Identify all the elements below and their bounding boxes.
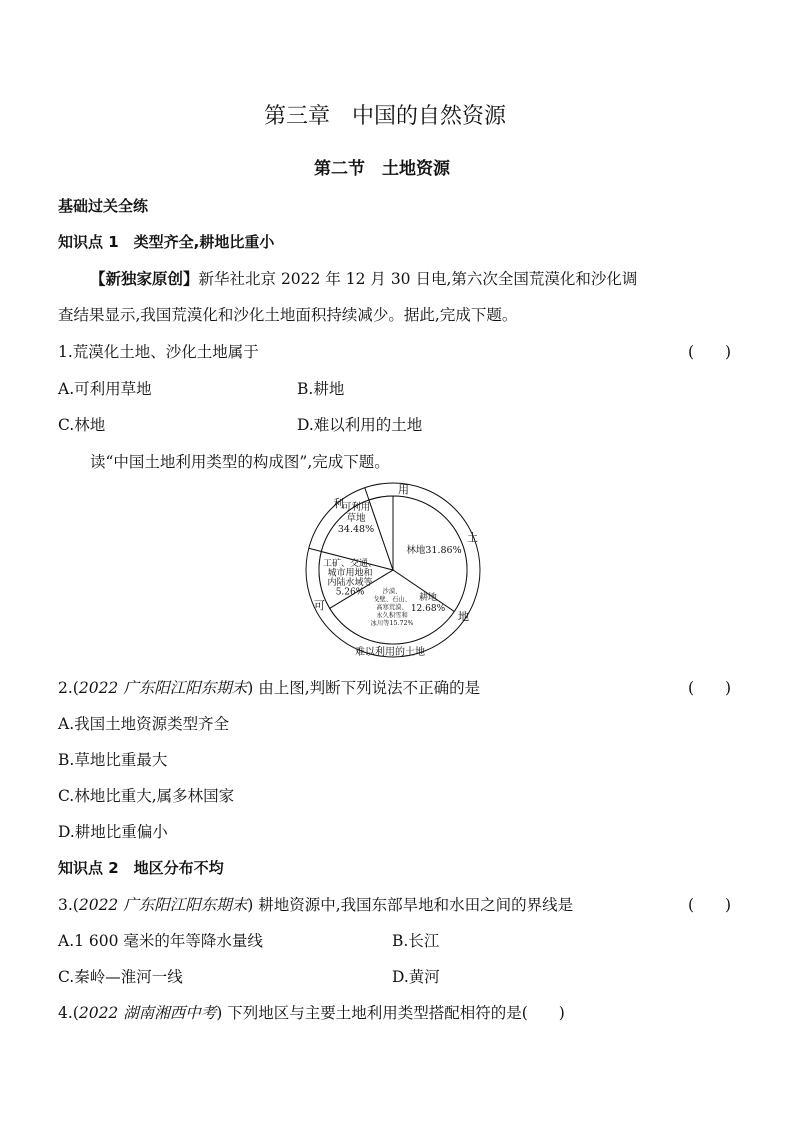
pie-bottom-label: 难以利用的土地 xyxy=(355,647,425,658)
q3-option-b[interactable]: B.长江 xyxy=(392,932,440,950)
ring-label-yong: 用 xyxy=(398,483,409,496)
ring-label-ke: 可 xyxy=(314,599,325,612)
pie-slice-label-2-0: 耕地 xyxy=(418,593,438,603)
knowledge-point-1: 知识点 1 类型齐全,耕地比重小 xyxy=(58,233,275,251)
pie-slice-label-4-0: 工矿、交通、 xyxy=(322,559,378,569)
land-use-pie-chart xyxy=(300,480,490,660)
q2-option-c[interactable]: C.林地比重大,属多林国家 xyxy=(58,787,235,805)
q1-stem: 1.荒漠化土地、沙化土地属于 xyxy=(58,343,259,361)
q3-option-c[interactable]: C.秦岭—淮河一线 xyxy=(58,968,183,986)
pie-slice-label-3-4: 冰川等15.72% xyxy=(370,620,414,627)
ring-divider-1 xyxy=(365,488,369,500)
q1-answer-bracket[interactable]: ( ) xyxy=(688,343,732,361)
pie-slice-label-3-2: 高寒荒漠、 xyxy=(376,604,408,611)
ring-label-li: 利 xyxy=(333,497,344,510)
page-title: 第三章 中国的自然资源 xyxy=(264,104,507,129)
pie-slice-label-0-1: 草地 xyxy=(346,513,366,524)
pie-slice-label-3-0: 沙漠、 xyxy=(382,588,402,595)
intro-line-2: 查结果显示,我国荒漠化和沙化土地面积持续减少。据此,完成下题。 xyxy=(58,306,518,324)
pie-slice-label-0-2: 34.48% xyxy=(337,524,375,535)
q3-source: 2022 广东阳江阳东期末 xyxy=(78,896,248,914)
pie-slice-label-1-0: 林地31.86% xyxy=(406,545,462,556)
pie-slice-label-0-0: 可利用 xyxy=(341,502,371,513)
q3-stem xyxy=(58,893,573,915)
q3-option-d[interactable]: D.黄河 xyxy=(392,968,440,986)
q2-answer-bracket[interactable]: ( ) xyxy=(688,679,732,697)
pie-slice-label-4-1: 城市用地和 xyxy=(327,568,373,579)
q3-stem-post: ) 耕地资源中,我国东部旱地和水田之间的界线是 xyxy=(247,896,574,914)
q4-source: 2022 湖南湘西中考 xyxy=(78,1004,217,1022)
q2-source: 2022 广东阳江阳东期末 xyxy=(78,679,248,697)
intro-tag: 【新独家原创】 xyxy=(90,269,199,288)
pie-slice-label-3-3: 永久积雪和 xyxy=(376,612,408,619)
pie-slice-label-3-1: 戈壁、石山、 xyxy=(373,596,411,603)
section-subtitle: 第二节 土地资源 xyxy=(314,159,450,179)
knowledge-point-2: 知识点 2 地区分布不均 xyxy=(58,859,224,877)
q3-option-a[interactable]: A.1 600 毫米的年等降水量线 xyxy=(58,932,263,950)
pie-slice-label-4-3: 5.26% xyxy=(335,587,365,598)
q2-stem-pre: 2.( xyxy=(58,679,79,697)
pie-slice-label-4-2: 内陆水域等 xyxy=(327,578,373,588)
q2-stem xyxy=(58,676,480,698)
ring-label-tu: 土 xyxy=(467,531,478,544)
exercise-section-heading: 基础过关全练 xyxy=(58,197,149,215)
intro-text-1: 新华社北京 2022 年 12 月 30 日电,第六次全国荒漠化和沙化调 xyxy=(198,270,638,288)
q3-answer-bracket[interactable]: ( ) xyxy=(688,896,732,914)
q2-stem-post: ) 由上图,判断下列说法不正确的是 xyxy=(247,679,481,697)
ring-label-di: 地 xyxy=(458,610,469,623)
q2-option-d[interactable]: D.耕地比重偏小 xyxy=(58,823,168,841)
q4-stem xyxy=(58,1001,565,1023)
q4-stem-pre: 4.( xyxy=(58,1004,79,1022)
q1-option-a[interactable]: A.可利用草地 xyxy=(58,380,152,398)
pie-slice-label-2-1: 12.68% xyxy=(410,604,446,614)
q1-option-d[interactable]: D.难以利用的土地 xyxy=(297,416,423,434)
q1-option-c[interactable]: C.林地 xyxy=(58,416,106,434)
intro-line-1 xyxy=(90,267,637,289)
q2-option-b[interactable]: B.草地比重最大 xyxy=(58,751,168,769)
q1-option-b[interactable]: B.耕地 xyxy=(297,380,345,398)
q2-option-a[interactable]: A.我国土地资源类型齐全 xyxy=(58,715,230,733)
read-instruction: 读“中国土地利用类型的构成图”,完成下题。 xyxy=(90,453,390,471)
q3-stem-pre: 3.( xyxy=(58,896,79,914)
ring-divider-0 xyxy=(309,548,322,551)
q4-stem-post: ) 下列地区与主要土地利用类型搭配相符的是( ) xyxy=(216,1004,565,1022)
